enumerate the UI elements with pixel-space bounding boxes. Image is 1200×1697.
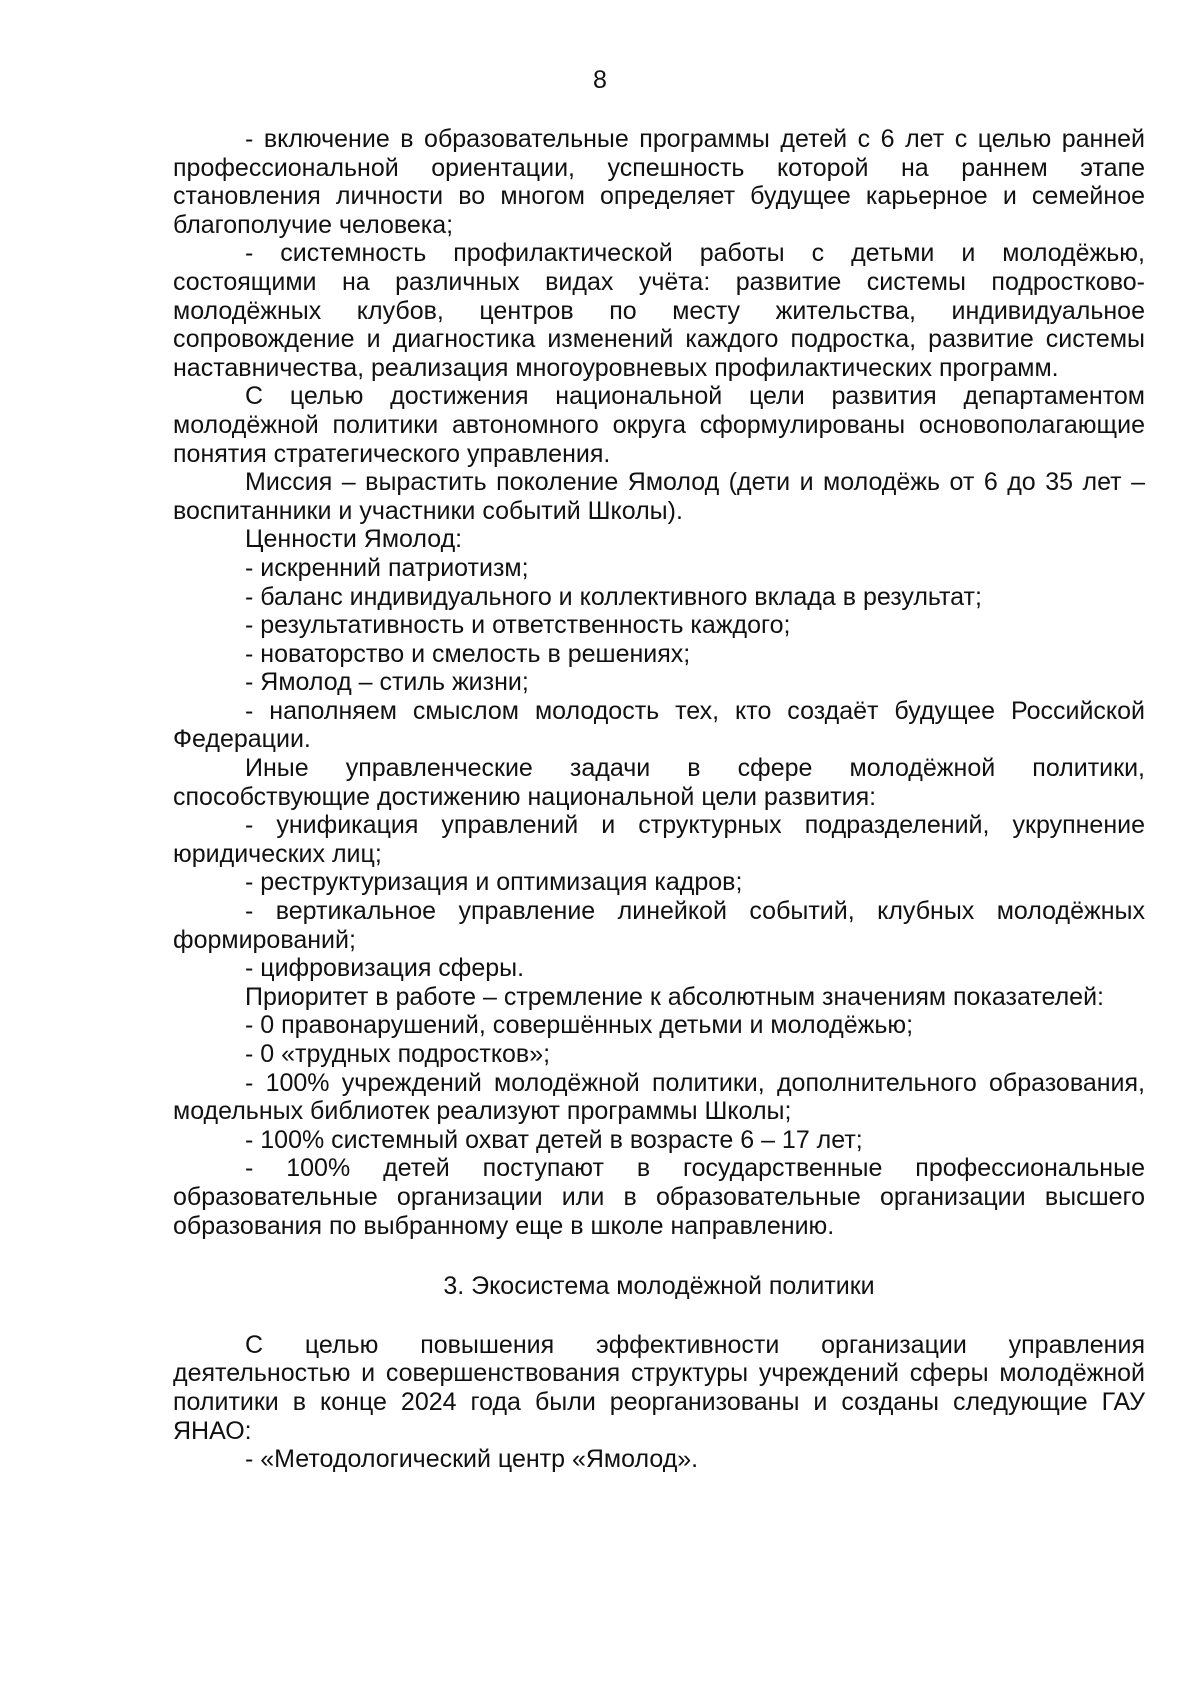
paragraph: С целью повышения эффективности организации управления деятельностью и совершенствования структуры учреждений сферы молодёжной политики в конце 2024 года были реорганизованы и созданы следующие ГАУ ЯНАО: bbox=[173, 1330, 1145, 1445]
list-item: - баланс индивидуального и коллективного вклада в результат; bbox=[245, 582, 982, 611]
list-item: - результативность и ответственность каждого; bbox=[245, 611, 791, 640]
list-item: - «Методологический центр «Ямолод». bbox=[245, 1445, 699, 1474]
list-item: - 0 «трудных подростков»; bbox=[245, 1040, 551, 1068]
paragraph: С целью достижения национальной цели развития департаментом молодёжной политики автономного округа сформулированы основополагающие понятия стратегического управления. bbox=[173, 382, 1145, 468]
list-item: - 100% детей поступают в государственные профессиональные образовательные организации или в образовательные организации высшего образования по выбранному еще в школе направлению. bbox=[173, 1154, 1145, 1240]
paragraph: Ценности Ямолод: bbox=[245, 525, 463, 554]
list-item: - унификация управлений и структурных подразделений, укрупнение юридических лиц; bbox=[173, 811, 1145, 868]
list-item: - Ямолод – стиль жизни; bbox=[245, 668, 529, 697]
list-item: - искренний патриотизм; bbox=[245, 553, 529, 582]
paragraph: Миссия – вырастить поколение Ямолод (дети и молодёжь от 6 до 35 лет – воспитанники и участники событий Школы). bbox=[173, 468, 1145, 525]
document-body bbox=[173, 125, 1145, 1474]
paragraph: - включение в образовательные программы детей с 6 лет с целью ранней профессиональной ориентации, успешность которой на раннем этапе становления личности во многом определяет будущее карьерное и семейное благополучие человека; bbox=[173, 125, 1145, 239]
list-item: - вертикальное управление линейкой событий, клубных молодёжных формирований; bbox=[173, 897, 1145, 954]
list-item: - 100% учреждений молодёжной политики, дополнительного образования, модельных библиотек реализуют программы Школы; bbox=[173, 1068, 1145, 1126]
list-item: - 100% системный охват детей в возрасте 6 – 17 лет; bbox=[245, 1125, 863, 1154]
list-item: - 0 правонарушений, совершённых детьми и молодёжью; bbox=[245, 1011, 914, 1040]
page-number: 8 bbox=[593, 66, 607, 94]
list-item: - новаторство и смелость в решениях; bbox=[245, 639, 691, 668]
list-item: - наполняем смыслом молодость тех, кто создаёт будущее Российской Федерации. bbox=[173, 696, 1145, 754]
section-heading: 3. Экосистема молодёжной политики bbox=[443, 1272, 875, 1301]
paragraph: - системность профилактической работы с детьми и молодёжью, состоящими на различных видах учёта: развитие системы подростково-молодёжных клубов, центров по месту жительства, индивидуальное сопровождение и диагностика изменений каждого подростка, развитие системы наставничества, реализация многоуровневых профилактических программ. bbox=[173, 239, 1145, 382]
list-item: - цифровизация сферы. bbox=[245, 954, 525, 983]
paragraph: Иные управленческие задачи в сфере молодёжной политики, способствующие достижению национальной цели развития: bbox=[173, 754, 1145, 811]
paragraph: Приоритет в работе – стремление к абсолютным значениям показателей: bbox=[245, 982, 1104, 1011]
list-item: - реструктуризация и оптимизация кадров; bbox=[245, 868, 743, 897]
